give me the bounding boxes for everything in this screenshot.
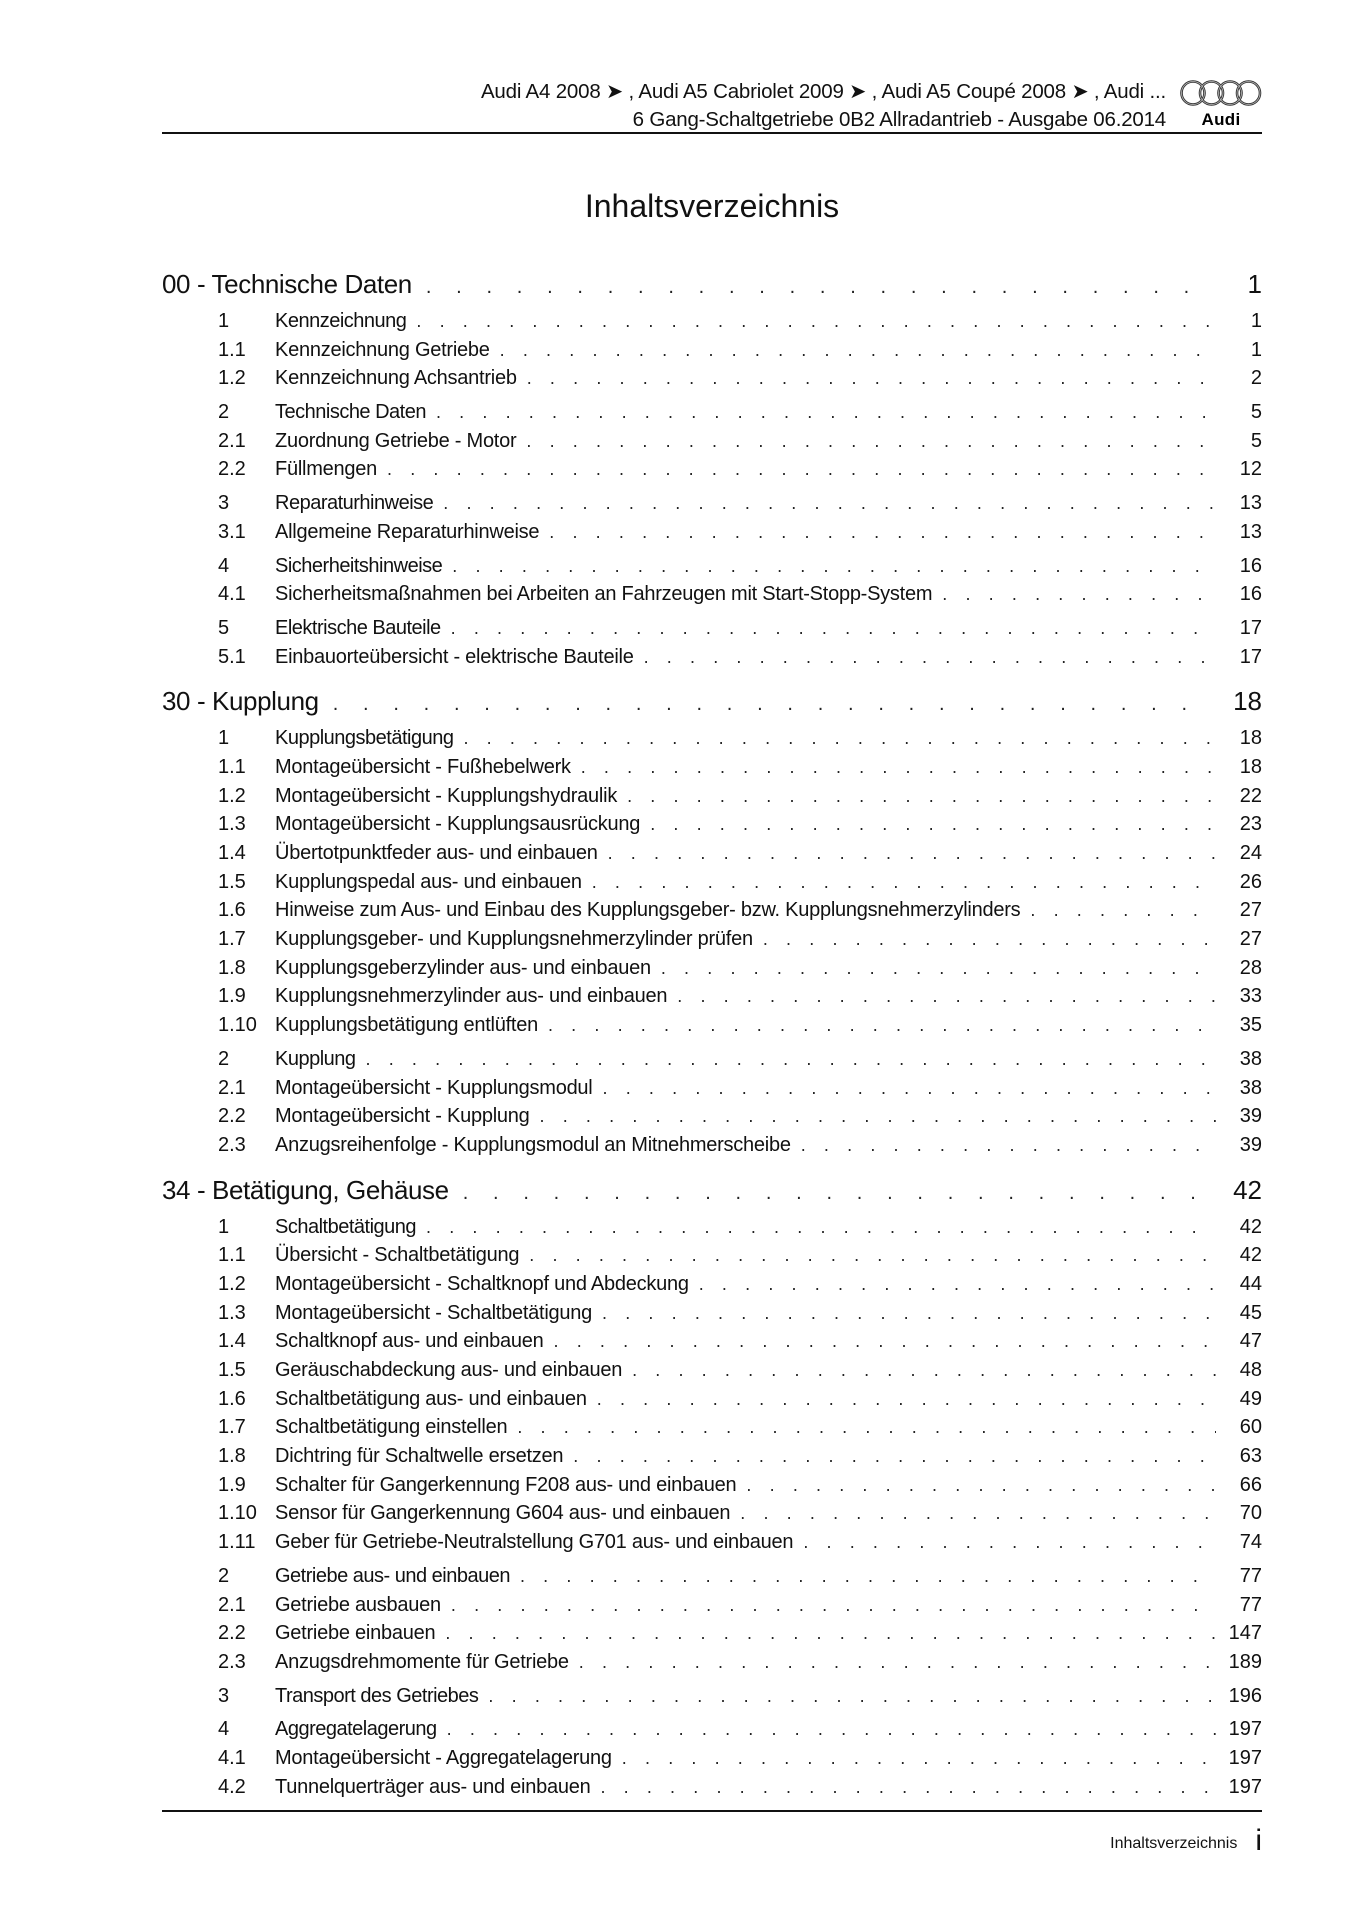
entry-number: 1.9 xyxy=(218,1473,246,1496)
dot-leader xyxy=(527,364,1216,393)
entry-title: Montageübersicht - Aggregatelagerung xyxy=(275,1746,612,1769)
entry-title: Getriebe ausbauen xyxy=(275,1593,441,1616)
dot-leader xyxy=(451,614,1216,643)
toc-group xyxy=(162,1562,1262,1677)
table-of-contents xyxy=(162,266,1262,1813)
entry-number: 1.10 xyxy=(218,1014,257,1037)
entry-page-number: 189 xyxy=(1228,1650,1262,1673)
entry-title: Schaltbetätigung xyxy=(275,1215,417,1238)
entry-page-number: 66 xyxy=(1239,1473,1262,1496)
dot-leader xyxy=(644,643,1216,672)
entry-page-number: 197 xyxy=(1228,1718,1262,1741)
entry-page-number: 16 xyxy=(1239,583,1262,606)
entry-page-number: 26 xyxy=(1239,870,1262,893)
dot-leader xyxy=(632,1356,1216,1385)
toc-chapter xyxy=(162,683,1262,1159)
entry-number: 2 xyxy=(218,1047,230,1070)
toc-entry[interactable] xyxy=(162,782,1262,811)
entry-number: 2.2 xyxy=(218,458,246,481)
toc-chapter-heading[interactable] xyxy=(162,683,1262,719)
dot-leader xyxy=(426,269,1212,305)
toc-entry[interactable] xyxy=(162,982,1262,1011)
entry-title: Kennzeichnung Achsantrieb xyxy=(275,367,517,390)
entry-page-number: 24 xyxy=(1239,842,1262,864)
entry-title: Kupplung xyxy=(275,1047,356,1070)
toc-entry[interactable] xyxy=(162,810,1262,839)
entry-number: 1.2 xyxy=(218,367,246,390)
toc-group xyxy=(162,489,1262,546)
entry-number: 4.2 xyxy=(218,1775,246,1798)
entry-page-number: 28 xyxy=(1239,956,1262,979)
entry-number: 1.5 xyxy=(218,870,246,893)
entry-title: Kupplungspedal aus- und einbauen xyxy=(275,870,582,893)
entry-number: 1.1 xyxy=(218,755,246,778)
dot-leader xyxy=(627,782,1216,811)
entry-title: Transport des Getriebes xyxy=(275,1684,479,1707)
entry-page-number: 70 xyxy=(1239,1502,1262,1525)
entry-number: 1.6 xyxy=(218,1387,246,1410)
entry-page-number: 1 xyxy=(1250,338,1262,361)
header-vehicles: Audi A4 2008 ➤ , Audi A5 Cabriolet 2009 ➤ , Audi A5 Coupé 2008 ➤ , Audi ... xyxy=(480,80,1166,103)
footer-page-number: i xyxy=(1255,1824,1262,1857)
entry-number: 1 xyxy=(218,1215,230,1238)
toc-entry[interactable] xyxy=(162,1715,1262,1744)
entry-number: 1.3 xyxy=(218,813,246,836)
entry-number: 1.7 xyxy=(218,928,246,951)
dot-leader xyxy=(517,1413,1216,1442)
dot-leader xyxy=(387,455,1216,484)
entry-page-number: 44 xyxy=(1239,1272,1262,1295)
dot-leader xyxy=(699,1270,1216,1299)
entry-title: Füllmengen xyxy=(275,458,378,481)
entry-number: 3.1 xyxy=(218,520,246,543)
dot-leader xyxy=(436,398,1216,427)
dot-leader xyxy=(548,1011,1216,1040)
entry-number: 2.1 xyxy=(218,429,246,452)
dot-leader xyxy=(443,489,1216,518)
entry-page-number: 2 xyxy=(1250,367,1262,390)
entry-number: 1.2 xyxy=(218,1272,246,1295)
entry-title: Aggregatelagerung xyxy=(275,1718,437,1741)
entry-title: Tunnelquerträger aus- und einbauen xyxy=(275,1775,591,1798)
toc-entry[interactable] xyxy=(162,1299,1262,1328)
entry-title: Schaltbetätigung einstellen xyxy=(275,1416,508,1439)
entry-title: Montageübersicht - Schaltbetätigung xyxy=(275,1301,593,1324)
toc-entry[interactable] xyxy=(162,307,1262,336)
dot-leader xyxy=(942,580,1216,609)
dot-leader xyxy=(451,1591,1216,1620)
entry-number: 1.9 xyxy=(218,985,246,1008)
chapter-title: 34 - Betätigung, Gehäuse xyxy=(162,1174,449,1205)
footer-label: Inhaltsverzeichnis xyxy=(1110,1835,1238,1852)
toc-group xyxy=(162,724,1262,1040)
toc-entry[interactable] xyxy=(162,427,1262,456)
entry-number: 1.5 xyxy=(218,1359,246,1381)
entry-title: Montageübersicht - Kupplung xyxy=(275,1105,530,1128)
entry-page-number: 197 xyxy=(1228,1746,1262,1769)
entry-number: 1.6 xyxy=(218,899,246,922)
entry-title: Montageübersicht - Kupplungsausrückung xyxy=(275,813,641,836)
dot-leader xyxy=(573,1442,1216,1471)
toc-entry[interactable] xyxy=(162,1213,1262,1242)
toc-entry[interactable] xyxy=(162,1045,1262,1074)
toc-entry[interactable] xyxy=(162,753,1262,782)
entry-page-number: 1 xyxy=(1250,310,1262,332)
entry-page-number: 17 xyxy=(1239,616,1262,639)
entry-page-number: 5 xyxy=(1250,401,1262,424)
entry-page-number: 74 xyxy=(1239,1531,1262,1554)
dot-leader xyxy=(426,1213,1216,1242)
entry-number: 4 xyxy=(218,1718,230,1741)
dot-leader xyxy=(416,307,1216,336)
entry-number: 1 xyxy=(218,310,230,332)
entry-title: Technische Daten xyxy=(275,401,426,424)
entry-page-number: 39 xyxy=(1239,1105,1262,1128)
entry-number: 5 xyxy=(218,616,230,639)
entry-number: 2.3 xyxy=(218,1650,246,1673)
entry-page-number: 39 xyxy=(1239,1133,1262,1156)
header-subtitle: 6 Gang-Schaltgetriebe 0B2 Allradantrieb - Ausgabe 06.2014 xyxy=(632,108,1166,131)
toc-entry[interactable] xyxy=(162,1356,1262,1385)
entry-page-number: 47 xyxy=(1239,1330,1262,1353)
toc-entry[interactable] xyxy=(162,518,1262,547)
dot-leader xyxy=(661,954,1216,983)
entry-title: Zuordnung Getriebe - Motor xyxy=(275,429,517,452)
entry-page-number: 27 xyxy=(1239,928,1262,951)
dot-leader xyxy=(447,1715,1216,1744)
entry-number: 1.4 xyxy=(218,1330,246,1353)
entry-number: 3 xyxy=(218,1684,230,1707)
entry-title: Montageübersicht - Kupplungshydraulik xyxy=(275,784,618,807)
toc-chapter-heading[interactable] xyxy=(162,1172,1262,1208)
entry-number: 2.3 xyxy=(218,1133,246,1156)
toc-entry[interactable] xyxy=(162,552,1262,581)
dot-leader xyxy=(650,810,1216,839)
toc-entry[interactable] xyxy=(162,398,1262,427)
toc-group xyxy=(162,1682,1262,1711)
toc-entry[interactable] xyxy=(162,1131,1262,1160)
entry-page-number: 77 xyxy=(1239,1593,1262,1616)
entry-page-number: 16 xyxy=(1239,554,1262,577)
footer-rule xyxy=(162,1810,1262,1812)
toc-group xyxy=(162,1715,1262,1801)
dot-leader xyxy=(500,336,1216,365)
entry-title: Kupplungsbetätigung entlüften xyxy=(275,1014,538,1037)
toc-entry[interactable] xyxy=(162,1773,1262,1802)
entry-title: Kennzeichnung xyxy=(275,310,407,332)
toc-chapter xyxy=(162,1172,1262,1802)
entry-number: 3 xyxy=(218,492,230,515)
entry-number: 1.2 xyxy=(218,784,246,807)
entry-title: Sicherheitsmaßnahmen bei Arbeiten an Fahrzeugen mit Start-Stopp-System xyxy=(275,583,933,606)
dot-leader xyxy=(592,868,1216,897)
dot-leader xyxy=(801,1131,1216,1160)
entry-page-number: 27 xyxy=(1239,899,1262,922)
entry-page-number: 77 xyxy=(1239,1564,1262,1587)
entry-number: 2 xyxy=(218,401,230,424)
dot-leader xyxy=(554,1327,1216,1356)
dot-leader xyxy=(366,1045,1216,1074)
entry-title: Kupplungsgeber- und Kupplungsnehmerzylinder prüfen xyxy=(275,928,753,951)
toc-group xyxy=(162,552,1262,609)
toc-entry[interactable] xyxy=(162,1744,1262,1773)
chapter-page-number: 42 xyxy=(1233,1174,1262,1205)
dot-leader xyxy=(1030,896,1216,925)
entry-number: 2.2 xyxy=(218,1105,246,1128)
entry-title: Geräuschabdeckung aus- und einbauen xyxy=(275,1359,623,1381)
header-rule xyxy=(162,132,1262,134)
entry-number: 1.7 xyxy=(218,1416,246,1439)
entry-title: Einbauorteübersicht - elektrische Bauteile xyxy=(275,645,634,668)
entry-title: Kennzeichnung Getriebe xyxy=(275,338,490,361)
entry-number: 5.1 xyxy=(218,645,246,668)
toc-entry[interactable] xyxy=(162,868,1262,897)
toc-entry[interactable] xyxy=(162,614,1262,643)
entry-title: Kupplungsnehmerzylinder aus- und einbauen xyxy=(275,985,668,1008)
entry-title: Übersicht - Schaltbetätigung xyxy=(275,1244,520,1267)
entry-page-number: 18 xyxy=(1239,727,1262,750)
dot-leader xyxy=(540,1102,1216,1131)
entry-title: Sicherheitshinweise xyxy=(275,554,443,577)
chapter-title: 30 - Kupplung xyxy=(162,686,319,717)
entry-number: 1.3 xyxy=(218,1301,246,1324)
header-text xyxy=(481,78,1166,134)
page-title: Inhaltsverzeichnis xyxy=(584,188,840,224)
entry-number: 4.1 xyxy=(218,583,246,606)
entry-title: Elektrische Bauteile xyxy=(275,616,441,639)
entry-page-number: 5 xyxy=(1250,429,1262,452)
entry-page-number: 49 xyxy=(1239,1387,1262,1410)
entry-title: Montageübersicht - Kupplungsmodul xyxy=(275,1076,593,1099)
entry-title: Getriebe einbauen xyxy=(275,1622,436,1645)
dot-leader xyxy=(463,1175,1212,1211)
page-footer xyxy=(1110,1826,1262,1856)
entry-page-number: 60 xyxy=(1239,1416,1262,1439)
entry-number: 4 xyxy=(218,554,230,577)
entry-title: Geber für Getriebe-Neutralstellung G701 aus- und einbauen xyxy=(275,1531,794,1554)
chapter-title: 00 - Technische Daten xyxy=(162,269,412,299)
dot-leader xyxy=(463,724,1216,753)
entry-number: 1.1 xyxy=(218,338,246,361)
dot-leader xyxy=(803,1528,1216,1557)
dot-leader xyxy=(520,1562,1216,1591)
dot-leader xyxy=(529,1241,1216,1270)
entry-page-number: 38 xyxy=(1239,1047,1262,1070)
toc-entry[interactable] xyxy=(162,336,1262,365)
entry-page-number: 38 xyxy=(1239,1076,1262,1099)
dot-leader xyxy=(603,1074,1216,1103)
entry-number: 1.1 xyxy=(218,1244,246,1267)
entry-number: 2 xyxy=(218,1564,230,1587)
entry-page-number: 42 xyxy=(1239,1244,1262,1267)
toc-entry[interactable] xyxy=(162,1499,1262,1528)
entry-page-number: 13 xyxy=(1239,520,1262,543)
entry-title: Montageübersicht - Fußhebelwerk xyxy=(275,755,571,778)
entry-title: Kupplungsbetätigung xyxy=(275,727,454,750)
toc-entry[interactable] xyxy=(162,1648,1262,1677)
toc-entry[interactable] xyxy=(162,1385,1262,1414)
logo-wordmark: Audi xyxy=(1201,110,1241,129)
entry-title: Schalter für Gangerkennung F208 aus- und einbauen xyxy=(275,1473,737,1496)
toc-entry[interactable] xyxy=(162,1413,1262,1442)
page-header xyxy=(162,76,1262,136)
toc-group xyxy=(162,307,1262,393)
toc-group xyxy=(162,1045,1262,1160)
dot-leader xyxy=(549,518,1216,547)
entry-page-number: 48 xyxy=(1239,1359,1262,1381)
entry-number: 2.2 xyxy=(218,1622,246,1645)
toc-entry[interactable] xyxy=(162,1074,1262,1103)
dot-leader xyxy=(579,1648,1216,1677)
entry-title: Übertotpunktfeder aus- und einbauen xyxy=(275,842,598,864)
toc-entry[interactable] xyxy=(162,489,1262,518)
entry-title: Reparaturhinweise xyxy=(275,492,434,515)
toc-entry[interactable] xyxy=(162,1591,1262,1620)
entry-title: Anzugsdrehmomente für Getriebe xyxy=(275,1650,569,1673)
toc-entry[interactable] xyxy=(162,1442,1262,1471)
entry-number: 2.1 xyxy=(218,1593,246,1616)
chapter-page-number: 18 xyxy=(1233,686,1262,717)
entry-number: 1.8 xyxy=(218,956,246,979)
entry-page-number: 45 xyxy=(1239,1301,1262,1324)
entry-title: Kupplungsgeberzylinder aus- und einbauen xyxy=(275,956,651,979)
entry-page-number: 18 xyxy=(1239,755,1262,778)
entry-page-number: 33 xyxy=(1239,985,1262,1008)
toc-entry[interactable] xyxy=(162,455,1262,484)
dot-leader xyxy=(602,1299,1216,1328)
toc-entry[interactable] xyxy=(162,1241,1262,1270)
dot-leader xyxy=(677,982,1216,1011)
toc-entry[interactable] xyxy=(162,1270,1262,1299)
entry-number: 1.4 xyxy=(218,842,246,864)
toc-entry[interactable] xyxy=(162,839,1262,868)
chapter-page-number: 1 xyxy=(1247,269,1262,299)
toc-entry[interactable] xyxy=(162,1011,1262,1040)
dot-leader xyxy=(740,1499,1216,1528)
entry-page-number: 63 xyxy=(1239,1445,1262,1468)
entry-number: 1.10 xyxy=(218,1502,257,1525)
toc-entry[interactable] xyxy=(162,643,1262,672)
toc-entry[interactable] xyxy=(162,1528,1262,1557)
dot-leader xyxy=(608,839,1216,868)
entry-page-number: 23 xyxy=(1239,813,1262,836)
toc-group xyxy=(162,1213,1262,1557)
entry-title: Dichtring für Schaltwelle ersetzen xyxy=(275,1445,564,1468)
toc-entry[interactable] xyxy=(162,1471,1262,1500)
toc-entry[interactable] xyxy=(162,896,1262,925)
entry-page-number: 196 xyxy=(1228,1684,1262,1707)
toc-entry[interactable] xyxy=(162,724,1262,753)
entry-title: Allgemeine Reparaturhinweise xyxy=(275,520,540,543)
toc-entry[interactable] xyxy=(162,1327,1262,1356)
entry-title: Anzugsreihenfolge - Kupplungsmodul an Mitnehmerscheibe xyxy=(275,1133,791,1156)
dot-leader xyxy=(445,1619,1216,1648)
toc-entry[interactable] xyxy=(162,1682,1262,1711)
dot-leader xyxy=(526,427,1216,456)
toc-entry[interactable] xyxy=(162,1562,1262,1591)
toc-entry[interactable] xyxy=(162,954,1262,983)
dot-leader xyxy=(622,1744,1216,1773)
entry-page-number: 17 xyxy=(1239,645,1262,668)
dot-leader xyxy=(763,925,1216,954)
dot-leader xyxy=(452,552,1216,581)
entry-page-number: 197 xyxy=(1228,1775,1262,1798)
toc-entry[interactable] xyxy=(162,580,1262,609)
dot-leader xyxy=(600,1773,1216,1802)
toc-entry[interactable] xyxy=(162,925,1262,954)
entry-page-number: 22 xyxy=(1239,784,1262,807)
dot-leader xyxy=(581,753,1216,782)
dot-leader xyxy=(746,1471,1216,1500)
dot-leader xyxy=(333,686,1212,722)
toc-entry[interactable] xyxy=(162,364,1262,393)
toc-chapter xyxy=(162,266,1262,671)
entry-page-number: 147 xyxy=(1228,1622,1262,1645)
toc-chapter-heading[interactable] xyxy=(162,266,1262,302)
entry-title: Hinweise zum Aus- und Einbau des Kupplungsgeber- bzw. Kupplungsnehmerzylinders xyxy=(275,899,1021,922)
entry-page-number: 12 xyxy=(1239,458,1262,481)
dot-leader xyxy=(488,1682,1216,1711)
toc-group xyxy=(162,614,1262,671)
entry-title: Montageübersicht - Schaltknopf und Abdeckung xyxy=(275,1272,689,1295)
dot-leader xyxy=(597,1385,1216,1414)
entry-title: Getriebe aus- und einbauen xyxy=(275,1564,510,1587)
toc-entry[interactable] xyxy=(162,1102,1262,1131)
entry-page-number: 13 xyxy=(1239,492,1262,515)
entry-title: Schaltbetätigung aus- und einbauen xyxy=(275,1387,587,1410)
entry-page-number: 42 xyxy=(1239,1215,1262,1238)
entry-title: Schaltknopf aus- und einbauen xyxy=(275,1330,544,1353)
entry-number: 4.1 xyxy=(218,1746,246,1769)
entry-number: 1.8 xyxy=(218,1445,246,1468)
entry-page-number: 35 xyxy=(1239,1014,1262,1037)
audi-logo-icon xyxy=(1180,79,1262,131)
entry-number: 1.11 xyxy=(218,1531,256,1554)
entry-title: Sensor für Gangerkennung G604 aus- und einbauen xyxy=(275,1502,731,1525)
toc-group xyxy=(162,398,1262,484)
four-rings-icon xyxy=(1180,79,1262,109)
entry-number: 1 xyxy=(218,727,230,750)
toc-entry[interactable] xyxy=(162,1619,1262,1648)
entry-number: 2.1 xyxy=(218,1076,246,1099)
